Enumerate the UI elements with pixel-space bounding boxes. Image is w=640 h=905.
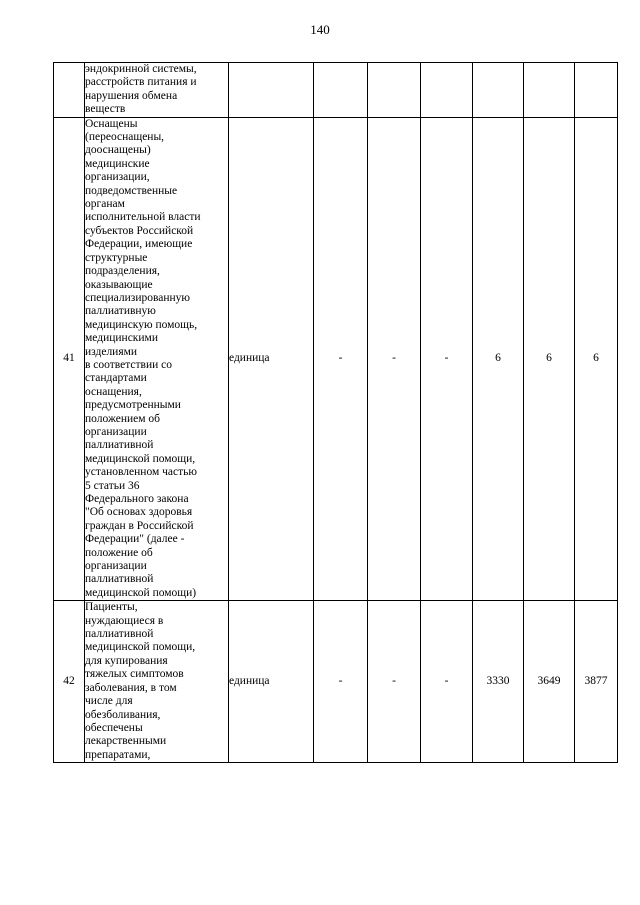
value-cell: 6: [524, 117, 575, 601]
value-cell: [524, 63, 575, 118]
value-cell: [473, 63, 524, 118]
indicator-name-line: Федерации" (далее -: [85, 533, 185, 546]
indicator-name-line: обеспечены: [85, 721, 143, 734]
indicator-name-cell: [85, 601, 229, 763]
indicator-name-line: органам: [85, 198, 125, 211]
unit-cell: [229, 63, 314, 118]
indicator-name-line: предусмотренными: [85, 399, 181, 412]
indicator-name-line: специализированную: [85, 291, 190, 304]
value-cell: -: [314, 601, 368, 763]
indicator-name-line: расстройств питания и: [85, 76, 197, 89]
value-cell: -: [368, 117, 421, 601]
indicator-name-line: тяжелых симптомов: [85, 668, 184, 681]
table-row: [54, 63, 618, 118]
indicator-name-line: организации,: [85, 171, 150, 184]
indicator-name-line: изделиями: [85, 345, 138, 358]
indicator-name-line: положением об: [85, 412, 161, 425]
indicator-name-line: (переоснащены,: [85, 131, 165, 144]
indicator-name-cell: [85, 117, 229, 601]
value-cell: 6: [473, 117, 524, 601]
indicator-name-line: организации: [85, 560, 147, 573]
indicator-name-line: числе для: [85, 695, 133, 708]
indicator-name-line: подразделения,: [85, 265, 160, 278]
indicator-name-line: граждан в Российской: [85, 519, 194, 532]
indicator-name-line: установленном частью: [85, 466, 197, 479]
indicator-name-line: дооснащены): [85, 144, 151, 157]
indicator-name-line: веществ: [85, 103, 126, 116]
value-cell: [421, 63, 473, 118]
indicator-name-line: медицинскими: [85, 332, 158, 345]
indicator-name-line: медицинские: [85, 157, 150, 170]
value-cell: 3877: [575, 601, 618, 763]
indicator-name-line: "Об основах здоровья: [85, 506, 193, 519]
value-cell: 3330: [473, 601, 524, 763]
indicator-name-line: оснащения,: [85, 385, 142, 398]
row-number-cell: 41: [54, 117, 85, 601]
indicator-name-line: медицинской помощи,: [85, 452, 196, 465]
value-cell: -: [314, 117, 368, 601]
indicator-name-line: эндокринной системы,: [85, 63, 197, 75]
indicator-name-line: организации: [85, 425, 147, 438]
indicator-name-line: 5 статьи 36: [85, 479, 140, 492]
page-number: 140: [310, 22, 330, 37]
indicator-name-line: исполнительной власти: [85, 211, 201, 224]
value-cell: [575, 63, 618, 118]
value-cell: 3649: [524, 601, 575, 763]
indicator-name-line: положение об: [85, 546, 153, 559]
table-body: [54, 63, 618, 763]
value-cell: -: [421, 601, 473, 763]
indicator-name-line: паллиативную: [85, 305, 156, 318]
indicator-name-line: для купирования: [85, 654, 168, 667]
table-row: [54, 601, 618, 763]
indicator-name-line: Федерального закона: [85, 493, 189, 505]
value-cell: [368, 63, 421, 118]
indicator-name-line: Оснащены: [85, 117, 138, 130]
indicator-name-line: паллиативной: [85, 628, 154, 641]
unit-cell: единица: [229, 601, 314, 763]
indicator-name-line: подведомственные: [85, 184, 178, 197]
indicator-name-line: обезболивания,: [85, 708, 161, 721]
indicator-name-line: медицинской помощи): [85, 586, 197, 599]
table-row: [54, 117, 618, 601]
indicator-name-line: субъектов Российской: [85, 224, 194, 237]
row-number-cell: 42: [54, 601, 85, 763]
value-cell: -: [368, 601, 421, 763]
value-cell: 6: [575, 117, 618, 601]
indicator-name-line: стандартами: [85, 372, 147, 385]
indicator-name-line: нуждающиеся в: [85, 614, 164, 627]
unit-cell: единица: [229, 117, 314, 601]
indicator-name-line: паллиативной: [85, 573, 154, 586]
indicator-name-line: в соответствии со: [85, 358, 173, 371]
indicator-name-line: оказывающие: [85, 278, 153, 291]
indicator-name-line: структурные: [85, 251, 148, 264]
indicator-name-line: лекарственными: [85, 735, 167, 748]
value-cell: -: [421, 117, 473, 601]
indicator-name-line: медицинскую помощь,: [85, 318, 198, 331]
indicator-name-line: заболевания, в том: [85, 681, 177, 694]
indicator-name-line: препаратами,: [85, 748, 151, 761]
indicator-name-line: медицинской помощи,: [85, 641, 196, 654]
indicator-name-line: паллиативной: [85, 439, 154, 452]
row-number-cell: [54, 63, 85, 118]
indicator-table: [53, 62, 618, 763]
indicator-name-cell: [85, 63, 229, 118]
value-cell: [314, 63, 368, 118]
indicator-name-line: Федерации, имеющие: [85, 238, 193, 251]
indicator-name-line: Пациенты,: [85, 601, 138, 614]
indicator-name-line: нарушения обмена: [85, 89, 178, 102]
